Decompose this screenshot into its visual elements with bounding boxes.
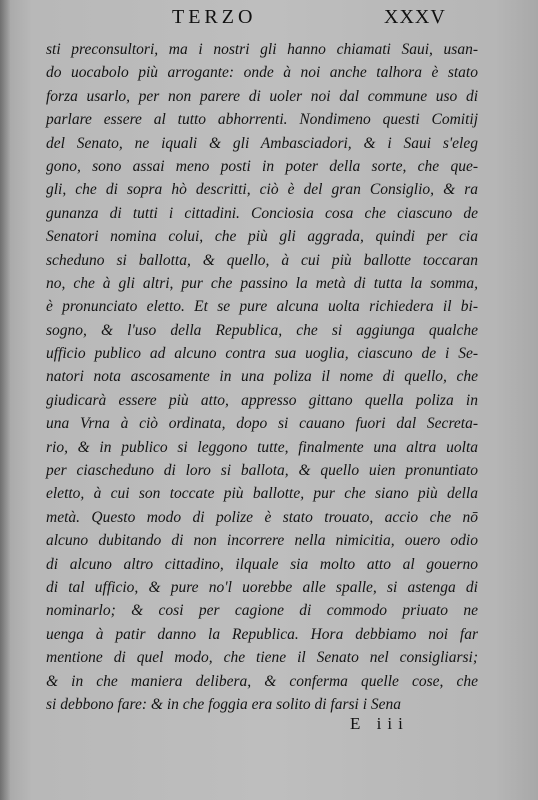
text-line: uenga à patir danno la Republica. Hora debbiamo noi far <box>46 625 478 643</box>
text-line: del Senato, ne iquali & gli Ambasciadori, & i Saui s'eleg <box>46 134 478 152</box>
text-line: & in che maniera delibera, & conferma quelle cose, che <box>46 672 478 690</box>
text-line: alcuno dubitando di non incorrere nella nimicitia, ouero odio <box>46 532 478 550</box>
signature-mark: E iii <box>350 714 409 733</box>
body-text <box>46 38 478 716</box>
text-line: nominarlo; & cosi per cagione di commodo priuato ne <box>46 602 478 620</box>
text-line: gli, che di sopra hò descritti, ciò è del gran Consiglio, & ra <box>46 181 478 199</box>
text-line: di tal ufficio, & pure no'l uorebbe alle spalle, si astenga di <box>46 578 478 596</box>
text-line: si debbono fare: & in che foggia era solito di farsi i Sena <box>46 695 402 713</box>
text-line: forza usarlo, per non parere di uoler noi dal commune uso di <box>46 87 478 105</box>
running-title: TERZO <box>172 6 257 28</box>
text-line: è pronunciato eletto. Et se pure alcuna uolta richiedera il bi- <box>46 298 478 316</box>
text-line: sti preconsultori, ma i nostri gli hanno chiamati Saui, usan- <box>46 41 478 58</box>
page-gutter-shadow <box>0 0 10 800</box>
text-line: mentione di quel modo, che tiene il Senato nel consigliarsi; <box>46 649 478 667</box>
text-line: ufficio publico ad alcuno contra sua uoglia, ciascuno de i Se- <box>46 345 478 363</box>
text-line: no, che à gli altri, pur che passino la metà di tutta la somma, <box>46 274 478 292</box>
text-line: rio, & in publico si leggono tutte, finalmente una altra uolta <box>46 438 478 456</box>
folio-number: XXXV <box>384 6 446 28</box>
text-line: parlare essere al tutto abhorrenti. Nondimeno questi Comitij <box>46 111 478 129</box>
text-line: giudicarà essere più atto, appresso gittano quella poliza in <box>46 391 478 409</box>
text-line: per ciascheduno di loro si ballota, & quello uien pronuntiato <box>46 462 478 480</box>
text-line: metà. Questo modo di polize è stato trouato, accio che nō <box>46 508 478 526</box>
text-line: eletto, à cui son toccate più ballotte, pur che siano più della <box>46 485 478 503</box>
text-line: scheduno si ballotta, & quello, à cui più ballotte toccaran <box>46 251 478 269</box>
text-line: natori nota ascosamente in una poliza il nome di quello, che <box>46 368 478 386</box>
text-line: una Vrna à ciò ordinata, dopo si cauano fuori dal Secreta- <box>46 415 478 433</box>
text-line: gono, sono assai meno posti in poter della sorte, che que- <box>46 157 478 175</box>
text-line: di alcuno altro cittadino, ilquale sia molto atto al gouerno <box>46 555 478 573</box>
text-line: gunanza di tutti i cittadini. Conciosia cosa che ciascuno de <box>46 204 478 222</box>
text-line: sogno, & l'uso della Republica, che si aggiunga qualche <box>46 321 478 339</box>
page-header <box>0 2 538 32</box>
text-line: do uocabolo più arrogante: onde à noi anche talhora è stato <box>46 64 478 82</box>
text-line: Senatori nomina colui, che più gli aggrada, quindi per cia <box>46 228 478 246</box>
